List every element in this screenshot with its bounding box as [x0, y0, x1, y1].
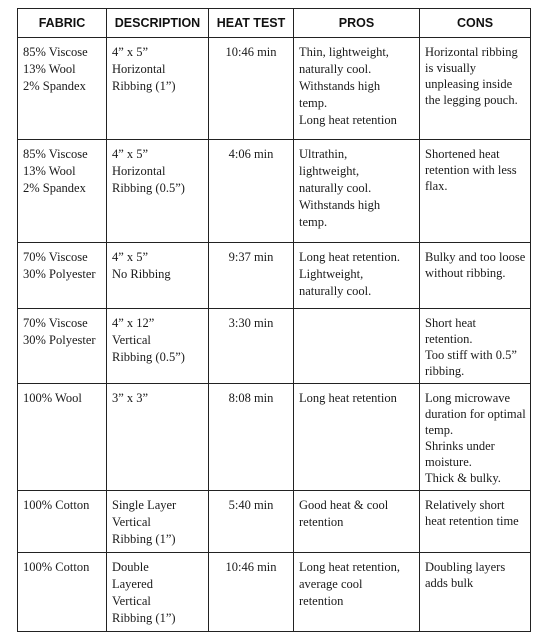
fabric-cell-line: 13% Wool [23, 62, 76, 76]
cons-cell-line: Relatively short heat retention time [425, 498, 519, 528]
pros-cell-line: Long heat retention [299, 391, 397, 405]
fabric-cell-line: 2% Spandex [23, 79, 86, 93]
description-cell [107, 553, 209, 632]
pros-cell [294, 243, 420, 309]
description-cell-line: Ribbing (1”) [112, 79, 176, 93]
description-cell [107, 309, 209, 384]
heat-test-cell: 3:30 min [209, 309, 294, 384]
pros-cell-line: retention [299, 594, 344, 608]
pros-cell [294, 38, 420, 140]
table-row [18, 309, 531, 384]
description-cell [107, 491, 209, 553]
description-cell-line: Single Layer [112, 498, 177, 512]
fabric-cell-line: 85% Viscose [23, 147, 88, 161]
cons-cell [420, 491, 531, 553]
description-cell [107, 38, 209, 140]
description-cell-line: Ribbing (1”) [112, 532, 176, 546]
pros-cell-line: Thin, lightweight, [299, 45, 389, 59]
table-row [18, 553, 531, 632]
description-cell-line: 4” x 12” [112, 316, 155, 330]
cons-cell-line: Short heat retention. [425, 316, 477, 346]
fabric-cell-line: 30% Polyester [23, 267, 96, 281]
fabric-cell [18, 140, 107, 243]
table-body [18, 38, 531, 632]
description-cell-line: 4” x 5” [112, 45, 149, 59]
description-cell-line: Horizontal [112, 164, 166, 178]
description-cell-line: Double [112, 560, 149, 574]
description-cell-line: No Ribbing [112, 267, 171, 281]
cons-cell [420, 140, 531, 243]
pros-cell-line: Long heat retention, [299, 560, 401, 574]
pros-cell-line: Ultrathin, [299, 147, 348, 161]
cons-cell-line: Bulky and too loose without ribbing. [425, 250, 526, 280]
pros-cell-line: retention [299, 515, 344, 529]
heat-test-cell: 5:40 min [209, 491, 294, 553]
fabric-cell-line: 100% Cotton [23, 560, 90, 574]
description-cell [107, 140, 209, 243]
description-cell-line: Ribbing (1”) [112, 611, 176, 625]
fabric-cell [18, 243, 107, 309]
fabric-cell [18, 309, 107, 384]
description-cell-line: Ribbing (0.5”) [112, 350, 185, 364]
table-row [18, 243, 531, 309]
description-cell-line: Horizontal [112, 62, 166, 76]
pros-cell-line: naturally cool. [299, 62, 372, 76]
cons-cell-line: Doubling layers adds bulk [425, 560, 506, 590]
cons-cell-line: Long microwave duration for optimal temp. [425, 391, 526, 437]
cons-cell-line: Shrinks under moisture. [425, 439, 495, 469]
heat-test-cell: 4:06 min [209, 140, 294, 243]
fabric-cell-line: 70% Viscose [23, 316, 88, 330]
header-heat-test: HEAT TEST [209, 9, 294, 38]
fabric-cell-line: 2% Spandex [23, 181, 86, 195]
description-cell [107, 384, 209, 491]
heat-test-cell: 9:37 min [209, 243, 294, 309]
table-row [18, 491, 531, 553]
fabric-cell-line: 70% Viscose [23, 250, 88, 264]
cons-cell-line: Too stiff with 0.5” ribbing. [425, 348, 517, 378]
cons-cell [420, 553, 531, 632]
cons-cell-line: Thick & bulky. [425, 471, 501, 485]
description-cell-line: Vertical [112, 333, 151, 347]
fabric-cell-line: 100% Cotton [23, 498, 90, 512]
fabric-comparison-table-container [17, 8, 531, 632]
table-row [18, 384, 531, 491]
header-pros: PROS [294, 9, 420, 38]
description-cell-line: 4” x 5” [112, 147, 149, 161]
pros-cell-line: naturally cool. [299, 284, 372, 298]
fabric-cell [18, 38, 107, 140]
heat-test-cell: 8:08 min [209, 384, 294, 491]
pros-cell-line: naturally cool. [299, 181, 372, 195]
heat-test-cell: 10:46 min [209, 38, 294, 140]
pros-cell-line: Withstands high [299, 198, 381, 212]
cons-cell-line: Shortened heat retention with less flax. [425, 147, 517, 193]
header-fabric: FABRIC [18, 9, 107, 38]
description-cell-line: Vertical [112, 594, 151, 608]
fabric-cell [18, 491, 107, 553]
pros-cell-line: average cool [299, 577, 363, 591]
description-cell-line: Ribbing (0.5”) [112, 181, 185, 195]
pros-cell [294, 140, 420, 243]
cons-cell [420, 38, 531, 140]
heat-test-cell: 10:46 min [209, 553, 294, 632]
fabric-cell-line: 13% Wool [23, 164, 76, 178]
description-cell-line: 4” x 5” [112, 250, 149, 264]
cons-cell [420, 309, 531, 384]
pros-cell-line: Lightweight, [299, 267, 364, 281]
header-row [18, 9, 531, 38]
table-row [18, 38, 531, 140]
pros-cell-line: temp. [299, 96, 328, 110]
pros-cell-line: lightweight, [299, 164, 360, 178]
fabric-comparison-table [17, 8, 531, 632]
pros-cell-line: Long heat retention. [299, 250, 401, 264]
pros-cell [294, 384, 420, 491]
cons-cell [420, 384, 531, 491]
description-cell-line: Vertical [112, 515, 151, 529]
pros-cell-line: Good heat & cool [299, 498, 389, 512]
table-row [18, 140, 531, 243]
pros-cell-line: temp. [299, 215, 328, 229]
header-description: DESCRIPTION [107, 9, 209, 38]
pros-cell-line: Long heat retention [299, 113, 397, 127]
description-cell-line: 3” x 3” [112, 391, 149, 405]
fabric-cell-line: 85% Viscose [23, 45, 88, 59]
fabric-cell [18, 553, 107, 632]
pros-cell-line: Withstands high [299, 79, 381, 93]
cons-cell-line: Horizontal ribbing is visually unpleasing inside the legging pouch. [425, 45, 518, 107]
fabric-cell [18, 384, 107, 491]
pros-cell [294, 491, 420, 553]
fabric-cell-line: 30% Polyester [23, 333, 96, 347]
pros-cell [294, 553, 420, 632]
pros-cell [294, 309, 420, 384]
fabric-cell-line: 100% Wool [23, 391, 82, 405]
description-cell [107, 243, 209, 309]
header-cons: CONS [420, 9, 531, 38]
description-cell-line: Layered [112, 577, 153, 591]
cons-cell [420, 243, 531, 309]
